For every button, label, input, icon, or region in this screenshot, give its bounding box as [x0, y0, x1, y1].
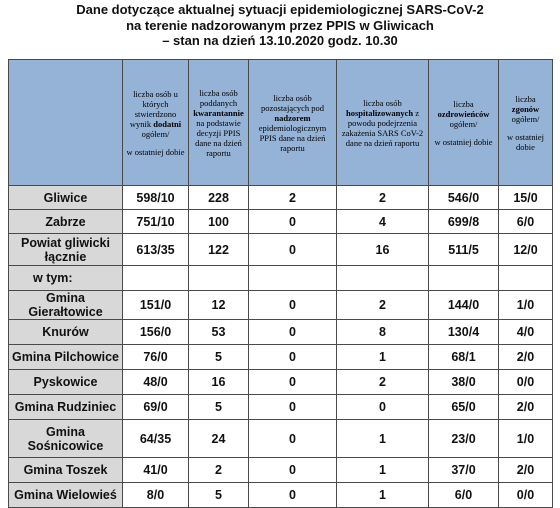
cell-positive: 156/0 [123, 320, 189, 345]
cell-hospitalized: 2 [337, 186, 429, 210]
cell-deaths: 1/0 [499, 420, 553, 458]
cell-supervision: 0 [249, 483, 337, 508]
cell-supervision: 0 [249, 210, 337, 234]
row-name: Zabrze [9, 210, 123, 234]
cell-positive: 41/0 [123, 458, 189, 483]
cell-supervision: 0 [249, 395, 337, 420]
cell-deaths: 12/0 [499, 234, 553, 266]
cell-recovered: 23/0 [429, 420, 499, 458]
row-name: Gmina Gierałtowice [9, 291, 123, 320]
cell-deaths: 2/0 [499, 345, 553, 370]
header-recovered: liczba ozdrowieńców ogółem/ w ostatniej dobie [429, 60, 499, 186]
row-name: Gmina Wielowieś [9, 483, 123, 508]
cell-supervision: 0 [249, 234, 337, 266]
cell-quarantine: 53 [189, 320, 249, 345]
cell-hospitalized: 0 [337, 395, 429, 420]
cell-hospitalized: 4 [337, 210, 429, 234]
row-name: Gmina Rudziniec [9, 395, 123, 420]
cell-quarantine: 5 [189, 483, 249, 508]
table-row [9, 458, 553, 483]
cell-recovered: 144/0 [429, 291, 499, 320]
cell-positive: 76/0 [123, 345, 189, 370]
cell-recovered: 511/5 [429, 234, 499, 266]
cell-hospitalized: 2 [337, 291, 429, 320]
title-line-3: – stan na dzień 13.10.2020 godz. 10.30 [162, 33, 398, 48]
table-row [9, 266, 553, 291]
cell-supervision: 0 [249, 345, 337, 370]
cell-deaths: 0/0 [499, 483, 553, 508]
cell-hospitalized: 1 [337, 345, 429, 370]
epidemic-data-table [8, 59, 553, 508]
table-header-row [9, 60, 553, 186]
header-quarantine: liczba osób poddanych kwarantannie na podstawie decyzji PPIS dane na dzień raportu [189, 60, 249, 186]
cell-positive: 751/10 [123, 210, 189, 234]
cell-deaths: 0/0 [499, 370, 553, 395]
cell-hospitalized: 16 [337, 234, 429, 266]
cell-hospitalized: 2 [337, 370, 429, 395]
header-hospitalized: liczba osób hospitalizowanych z powodu podejrzenia zakażenia SARS CoV-2 dane na dzień raportu [337, 60, 429, 186]
row-name: Knurów [9, 320, 123, 345]
table-row [9, 420, 553, 458]
table-row [9, 320, 553, 345]
cell-deaths [499, 266, 553, 291]
header-deaths: liczba zgonów ogółem/ w ostatniej dobie [499, 60, 553, 186]
cell-deaths: 4/0 [499, 320, 553, 345]
cell-deaths: 2/0 [499, 395, 553, 420]
cell-hospitalized: 8 [337, 320, 429, 345]
cell-quarantine: 24 [189, 420, 249, 458]
cell-positive [123, 266, 189, 291]
cell-recovered: 699/8 [429, 210, 499, 234]
cell-hospitalized: 1 [337, 420, 429, 458]
cell-quarantine [189, 266, 249, 291]
cell-quarantine: 122 [189, 234, 249, 266]
cell-supervision: 0 [249, 370, 337, 395]
cell-positive: 69/0 [123, 395, 189, 420]
cell-positive: 64/35 [123, 420, 189, 458]
cell-recovered: 6/0 [429, 483, 499, 508]
row-name: Gmina Sośnicowice [9, 420, 123, 458]
cell-supervision: 0 [249, 420, 337, 458]
table-row [9, 395, 553, 420]
cell-quarantine: 100 [189, 210, 249, 234]
cell-supervision: 0 [249, 291, 337, 320]
cell-supervision: 2 [249, 186, 337, 210]
cell-supervision [249, 266, 337, 291]
table-row [9, 234, 553, 266]
cell-quarantine: 5 [189, 395, 249, 420]
cell-quarantine: 12 [189, 291, 249, 320]
cell-positive: 8/0 [123, 483, 189, 508]
report-title [0, 2, 560, 49]
table-row [9, 370, 553, 395]
cell-quarantine: 2 [189, 458, 249, 483]
cell-positive: 598/10 [123, 186, 189, 210]
row-name: Pyskowice [9, 370, 123, 395]
cell-positive: 48/0 [123, 370, 189, 395]
cell-hospitalized [337, 266, 429, 291]
cell-deaths: 2/0 [499, 458, 553, 483]
cell-supervision: 0 [249, 320, 337, 345]
header-corner [9, 60, 123, 186]
cell-positive: 613/35 [123, 234, 189, 266]
cell-supervision: 0 [249, 458, 337, 483]
table-row [9, 186, 553, 210]
cell-recovered: 65/0 [429, 395, 499, 420]
title-line-1: Dane dotyczące aktualnej sytuacji epidemiologicznej SARS-CoV-2 [76, 2, 484, 17]
cell-recovered [429, 266, 499, 291]
cell-quarantine: 16 [189, 370, 249, 395]
title-line-2: na terenie nadzorowanym przez PPIS w Gliwicach [126, 17, 434, 33]
table-row [9, 345, 553, 370]
cell-recovered: 68/1 [429, 345, 499, 370]
row-name: w tym: [9, 266, 123, 291]
row-name: Gmina Toszek [9, 458, 123, 483]
header-positive: liczba osób u których stwierdzono wynik dodatni ogółem/ w ostatniej dobie [123, 60, 189, 186]
cell-hospitalized: 1 [337, 458, 429, 483]
cell-positive: 151/0 [123, 291, 189, 320]
row-name: Powiat gliwicki łącznie [9, 234, 123, 266]
header-supervision: liczba osób pozostających pod nadzorem epidemiologicznym PPIS dane na dzień raportu [249, 60, 337, 186]
cell-quarantine: 228 [189, 186, 249, 210]
cell-recovered: 38/0 [429, 370, 499, 395]
cell-recovered: 546/0 [429, 186, 499, 210]
cell-hospitalized: 1 [337, 483, 429, 508]
cell-recovered: 37/0 [429, 458, 499, 483]
table-row [9, 210, 553, 234]
row-name: Gmina Pilchowice [9, 345, 123, 370]
table-row [9, 291, 553, 320]
cell-deaths: 15/0 [499, 186, 553, 210]
cell-recovered: 130/4 [429, 320, 499, 345]
cell-deaths: 1/0 [499, 291, 553, 320]
cell-deaths: 6/0 [499, 210, 553, 234]
cell-quarantine: 5 [189, 345, 249, 370]
table-row [9, 483, 553, 508]
row-name: Gliwice [9, 186, 123, 210]
